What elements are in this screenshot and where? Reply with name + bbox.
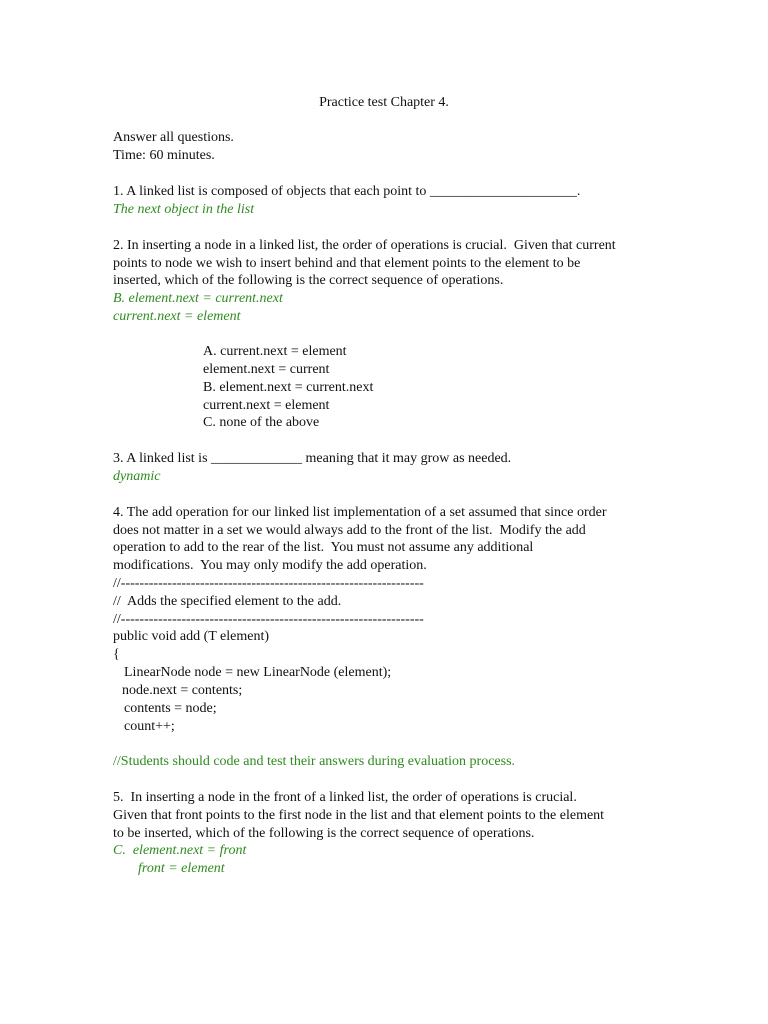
question-2-answer-line-2: current.next = element <box>113 309 241 324</box>
question-2-option: element.next = current <box>203 362 330 377</box>
question-2-line-1: 2. In inserting a node in a linked list, the order of operations is crucial. Given that current <box>113 238 616 253</box>
code-line: node.next = contents; <box>122 683 243 698</box>
question-2-option: current.next = element <box>203 398 330 413</box>
question-2-option: B. element.next = current.next <box>203 380 374 395</box>
question-4-line-4: modifications. You may only modify the add operation. <box>113 558 427 573</box>
question-2-option: A. current.next = element <box>203 344 347 359</box>
code-line: //----------------------------------------------------------------- <box>113 612 424 627</box>
question-2-answer-line-1: B. element.next = current.next <box>113 291 283 306</box>
question-3-answer: dynamic <box>113 469 161 484</box>
question-5-answer-line-2: front = element <box>138 861 225 876</box>
question-4-line-2: does not matter in a set we would always add to the front of the list. Modify the add <box>113 523 586 538</box>
time-limit-text: Time: 60 minutes. <box>113 148 215 163</box>
code-line: public void add (T element) <box>113 629 270 644</box>
question-5-answer-line-1: C. element.next = front <box>113 843 247 858</box>
question-3-text: 3. A linked list is _____________ meaning that it may grow as needed. <box>113 451 512 466</box>
question-2-line-2: points to node we wish to insert behind and that element points to the element to be <box>113 256 581 271</box>
question-5-line-3: to be inserted, which of the following is the correct sequence of operations. <box>113 826 535 841</box>
instructions-text: Answer all questions. <box>113 130 234 145</box>
code-line: { <box>113 647 120 662</box>
code-line: //----------------------------------------------------------------- <box>113 576 424 591</box>
question-2-line-3: inserted, which of the following is the correct sequence of operations. <box>113 273 504 288</box>
page-title: Practice test Chapter 4. <box>319 95 449 110</box>
code-line: count++; <box>124 719 175 734</box>
question-2-option: C. none of the above <box>203 415 320 430</box>
code-line: contents = node; <box>124 701 217 716</box>
question-4-line-3: operation to add to the rear of the list. You must not assume any additional <box>113 540 534 555</box>
question-5-line-2: Given that front points to the first node in the list and that element points to the element <box>113 808 605 823</box>
code-line: // Adds the specified element to the add. <box>113 594 342 609</box>
code-line: LinearNode node = new LinearNode (element); <box>124 665 392 680</box>
question-4-answer: //Students should code and test their answers during evaluation process. <box>113 754 516 769</box>
question-5-line-1: 5. In inserting a node in the front of a linked list, the order of operations is crucial. <box>113 790 577 805</box>
question-1-answer: The next object in the list <box>113 202 255 217</box>
question-1-text: 1. A linked list is composed of objects that each point to _____________________. <box>113 184 581 199</box>
question-4-line-1: 4. The add operation for our linked list implementation of a set assumed that since order <box>113 505 607 520</box>
